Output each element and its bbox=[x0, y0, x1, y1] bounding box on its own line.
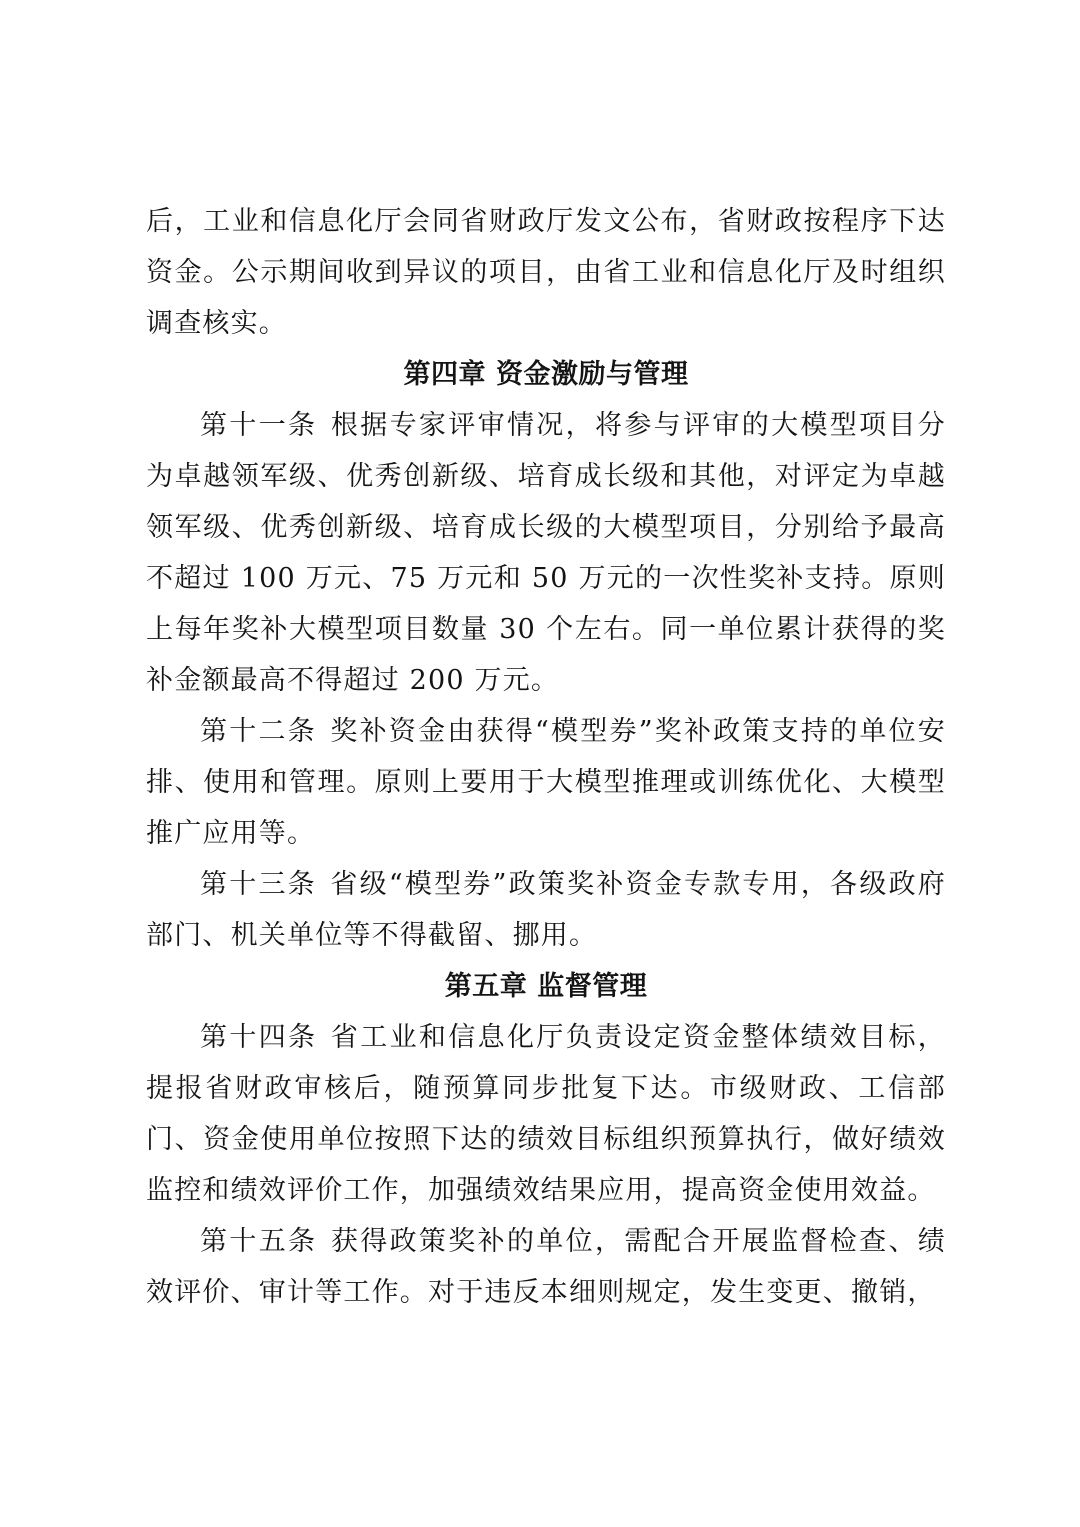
article-text: 根据专家评审情况，将参与评审的大模型项目分为卓越领军级、优秀创新级、培育成长级和其他，对评定为卓越领军级、优秀创新级、培育成长级的大模型项目，分别给予最高不超过 100 万元、75 万元和 50 万元的一次性奖补支持。原则上每年奖补大模型项目数量 30 个左右。同一单位累计获得的奖补金额最高不得超过 200 万元。 bbox=[146, 410, 946, 696]
article-number: 第十四条 bbox=[200, 1022, 318, 1053]
chapter-5-title: 第五章 监督管理 bbox=[444, 971, 648, 1002]
article-12 bbox=[146, 706, 946, 859]
article-text: 省级“模型券”政策奖补资金专款专用，各级政府部门、机关单位等不得截留、挪用。 bbox=[146, 869, 946, 951]
article-number: 第十五条 bbox=[200, 1226, 318, 1257]
article-number: 第十二条 bbox=[200, 716, 317, 747]
article-text: 奖补资金由获得“模型券”奖补政策支持的单位安排、使用和管理。原则上要用于大模型推理或训练优化、大模型推广应用等。 bbox=[146, 716, 946, 849]
article-13 bbox=[146, 859, 946, 961]
document-page bbox=[146, 196, 946, 1318]
article-text: 省工业和信息化厅负责设定资金整体绩效目标，提报省财政审核后，随预算同步批复下达。市级财政、工信部门、资金使用单位按照下达的绩效目标组织预算执行，做好绩效监控和绩效评价工作，加强绩效结果应用，提高资金使用效益。 bbox=[146, 1022, 946, 1206]
article-14 bbox=[146, 1012, 946, 1216]
article-text: 获得政策奖补的单位，需配合开展监督检查、绩效评价、审计等工作。对于违反本细则规定，发生变更、撤销， bbox=[146, 1226, 946, 1308]
article-15 bbox=[146, 1216, 946, 1318]
article-number: 第十一条 bbox=[200, 410, 318, 441]
continuation-paragraph: 后，工业和信息化厅会同省财政厅发文公布，省财政按程序下达资金。公示期间收到异议的项目，由省工业和信息化厅及时组织调查核实。 bbox=[146, 206, 946, 339]
chapter-4-title: 第四章 资金激励与管理 bbox=[403, 359, 689, 390]
article-number: 第十三条 bbox=[200, 869, 317, 900]
article-11 bbox=[146, 400, 946, 706]
